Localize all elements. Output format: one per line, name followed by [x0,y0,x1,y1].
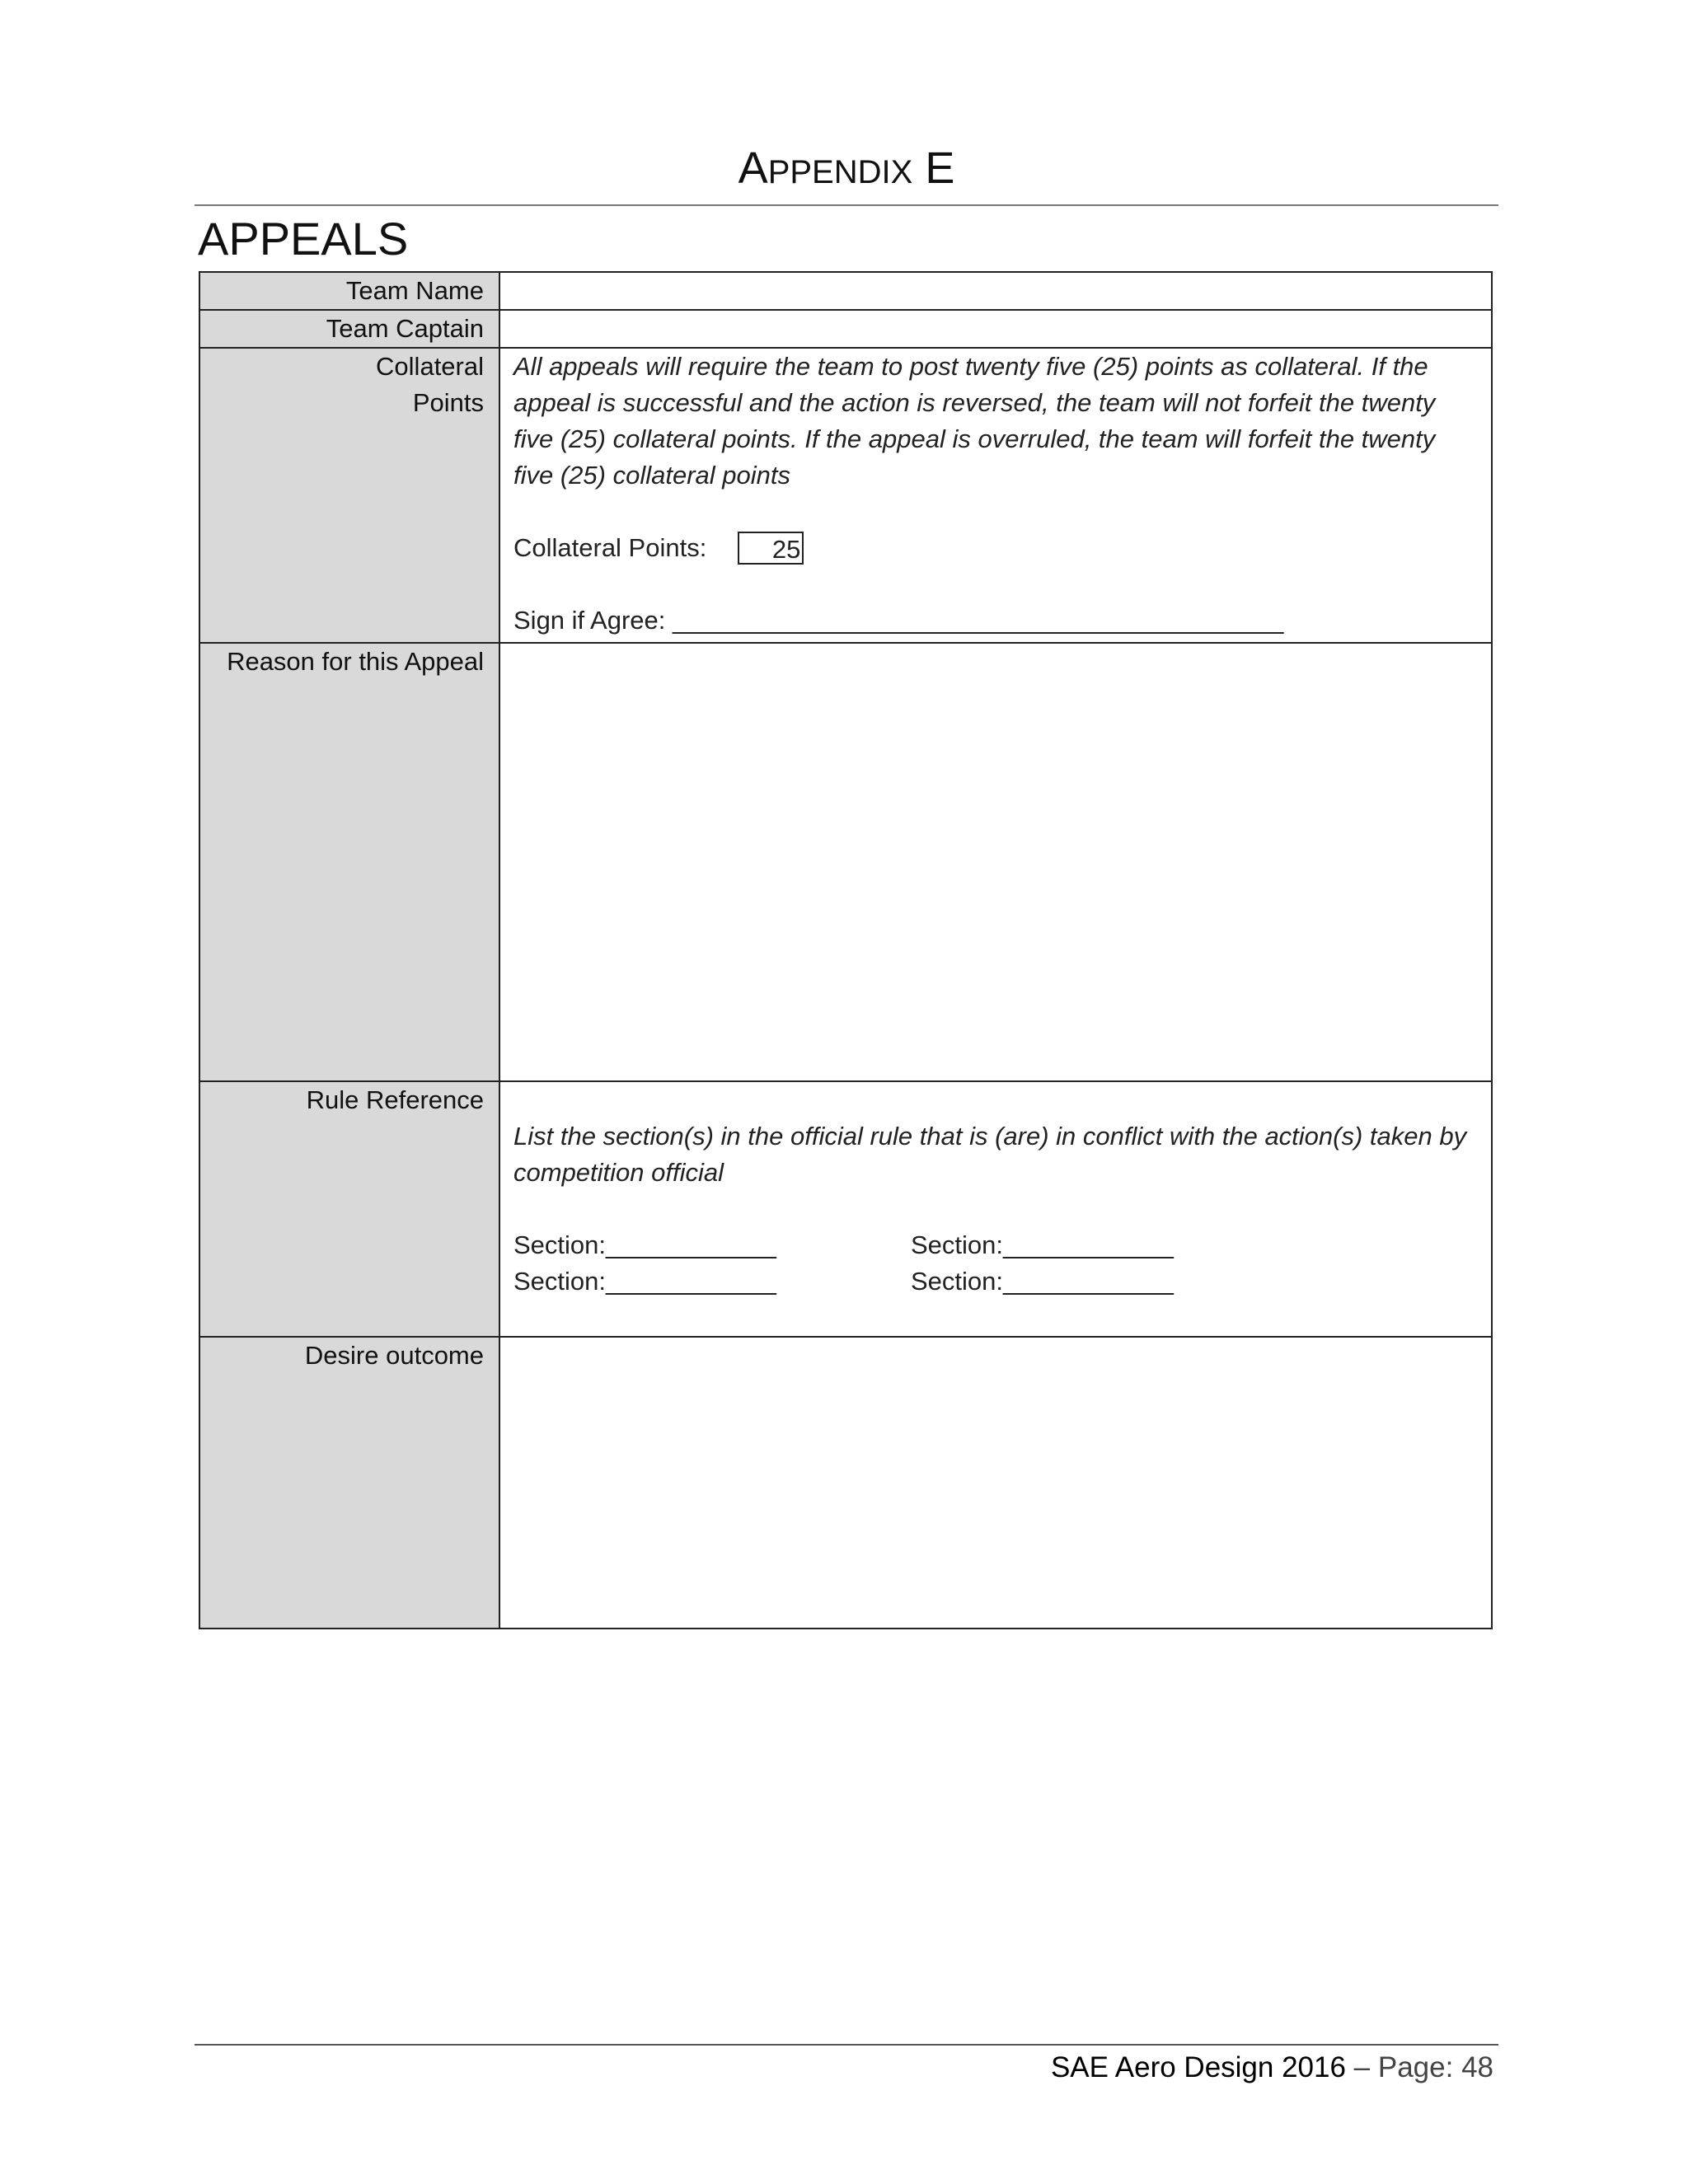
page-number: Page: 48 [1377,2051,1493,2083]
section-field-3[interactable]: Section:____________ [513,1267,776,1296]
desire-outcome-label: Desire outcome [199,1337,499,1629]
section-field-4[interactable]: Section:____________ [911,1267,1174,1296]
appendix-title-letter: E [925,143,955,193]
team-name-label: Team Name [199,272,499,310]
appendix-title-initial: A [738,143,768,193]
collateral-points-line [513,530,1481,566]
rule-reference-row [199,1081,1492,1337]
rule-reference-label: Rule Reference [199,1081,499,1337]
collateral-points-label [199,348,499,643]
header-divider [195,204,1498,206]
appeals-form-table [199,271,1493,1629]
team-captain-field[interactable] [499,310,1492,348]
team-captain-row [199,310,1492,348]
desire-outcome-field[interactable] [499,1337,1492,1629]
footer-divider [195,2044,1498,2046]
collateral-points-row [199,348,1492,643]
rule-reference-cell [499,1081,1492,1337]
team-name-field[interactable] [499,272,1492,310]
section-field-1[interactable]: Section:____________ [513,1230,776,1259]
collateral-points-box[interactable]: 25 [738,532,804,565]
sign-if-agree-line[interactable]: Sign if Agree: ___________________________________________ [513,606,1284,635]
collateral-points-cell [499,348,1492,643]
team-captain-label: Team Captain [199,310,499,348]
footer-dash: – [1345,2051,1378,2083]
reason-field[interactable] [499,643,1492,1081]
section-title: APPEALS [198,213,409,265]
rule-reference-description: List the section(s) in the official rule that is (are) in conflict with the action(s) taken by competition official [513,1122,1467,1187]
section-field-2[interactable]: Section:____________ [911,1230,1174,1259]
team-name-row [199,272,1492,310]
appendix-title [195,142,1498,199]
appendix-title-word: PPENDIX [767,154,913,190]
section-fields [513,1227,1481,1300]
collateral-label-line2: Points [412,388,484,417]
reason-label: Reason for this Appeal [199,643,499,1081]
reason-row [199,643,1492,1081]
collateral-description: All appeals will require the team to post twenty five (25) points as collateral. If the appeal is successful and the action is reversed, the team will not forfeit the twenty five (25) collateral points. If the appeal is overruled, the team will forfeit the twenty five (25) collateral points [513,352,1436,490]
collateral-points-field-label: Collateral Points: [513,533,707,562]
footer-brand: SAE Aero Design 2016 [1050,2051,1346,2083]
desire-outcome-row [199,1337,1492,1629]
collateral-label-line1: Collateral [376,352,484,381]
page-footer [1051,2047,1493,2088]
